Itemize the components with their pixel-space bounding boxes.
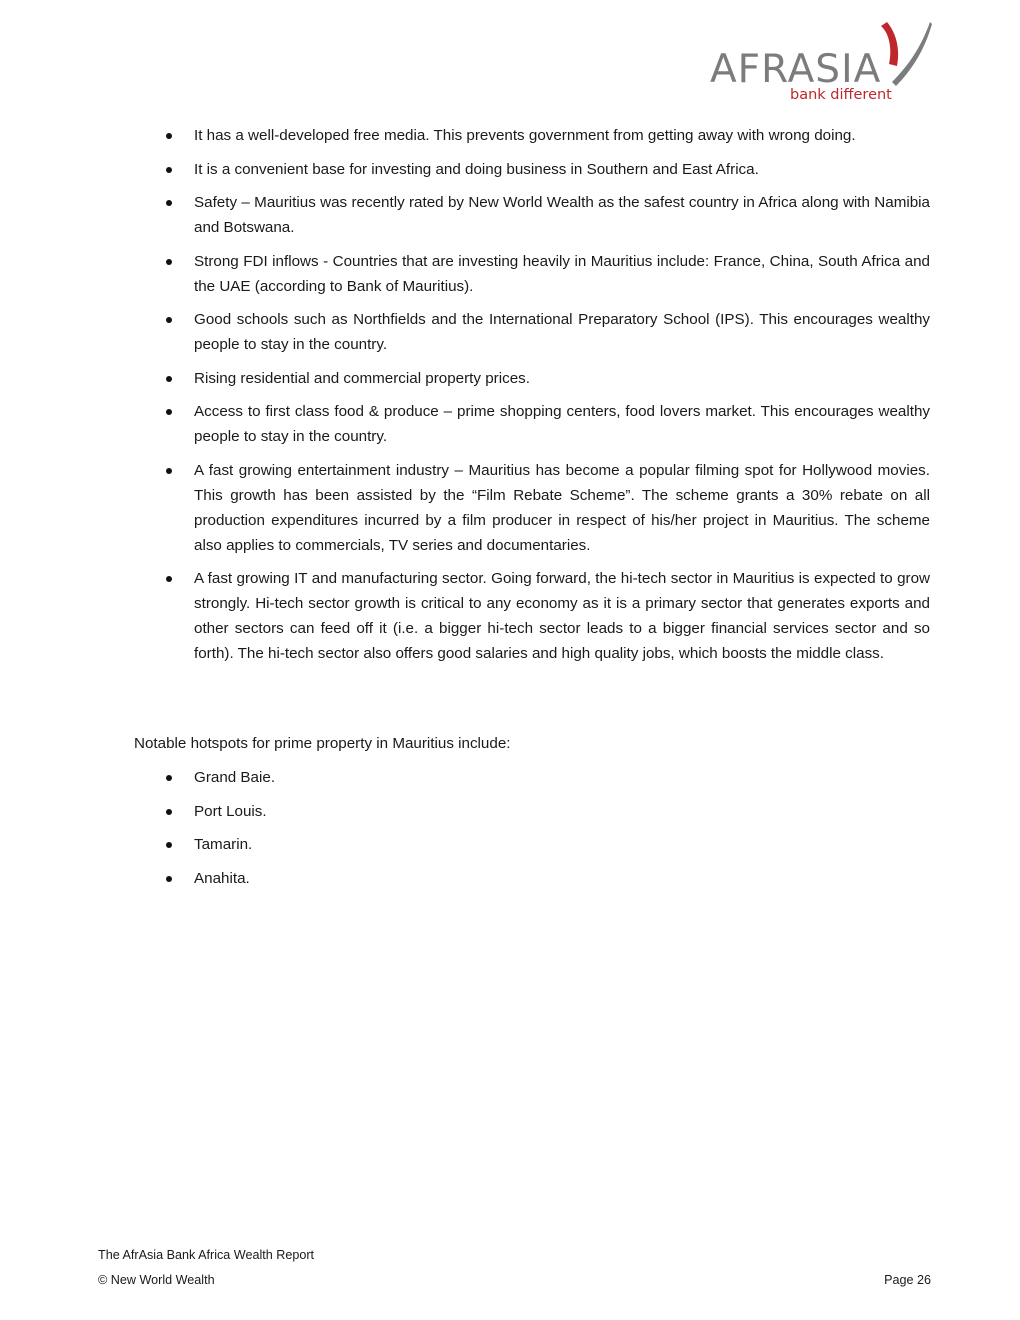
list-item [160, 799, 930, 824]
logo-wordmark: AFRASIA [710, 47, 882, 92]
logo-swoosh-icon [878, 20, 932, 90]
bullet-icon [166, 468, 172, 474]
bullet-icon [166, 200, 172, 206]
list-item-text: Grand Baie. [194, 769, 276, 786]
list-item-text: Safety – Mauritius was recently rated by New World Wealth as the safest country in Africa along with Namibia and Botswana. [194, 194, 930, 236]
list-item [160, 458, 930, 558]
list-item-text: A fast growing IT and manufacturing sector. Going forward, the hi-tech sector in Mauritius is expected to grow strongly. Hi-tech sector growth is critical to any economy as it is a primary sector that generates exports and other sectors can feed off it (i.e. a bigger hi-tech sector leads to a bigger financial services sector and so forth). The hi-tech sector also offers good salaries and high quality jobs, which boosts the middle class. [194, 570, 930, 662]
list-item-text: Strong FDI inflows - Countries that are investing heavily in Mauritius include: France, China, South Africa and the UAE (according to Bank of Mauritius). [194, 252, 930, 295]
bullet-icon [166, 809, 172, 815]
list-item [160, 765, 930, 790]
advantages-list [160, 123, 930, 675]
footer-copyright: © New World Wealth [98, 1273, 215, 1287]
list-item [160, 157, 930, 182]
list-item [160, 366, 930, 391]
list-item-text: Access to first class food & produce – prime shopping centers, food lovers market. This encourages wealthy people to stay in the country. [194, 403, 930, 445]
bullet-icon [166, 842, 172, 848]
list-item [160, 307, 930, 357]
bullet-icon [166, 317, 172, 323]
logo-tagline: bank different [790, 87, 892, 103]
list-item-text: Good schools such as Northfields and the International Preparatory School (IPS). This encourages wealthy people to stay in the country. [194, 311, 930, 353]
list-item-text: Tamarin. [194, 836, 253, 853]
list-item [160, 866, 930, 891]
list-item-text: It has a well-developed free media. This prevents government from getting away with wrong doing. [194, 127, 856, 144]
bullet-icon [166, 167, 172, 173]
list-item [160, 190, 930, 240]
list-item [160, 123, 930, 148]
list-item-text: A fast growing entertainment industry – Mauritius has become a popular filming spot for Hollywood movies. This growth has been assisted by the “Film Rebate Scheme”. The scheme grants a 30% rebate on all production expenditures incurred by a film producer in respect of his/her project in Mauritius. The scheme also applies to commercials, TV series and documentaries. [194, 461, 930, 554]
footer-report-title: The AfrAsia Bank Africa Wealth Report [98, 1248, 315, 1262]
list-item [160, 566, 930, 666]
bullet-icon [166, 409, 172, 415]
hotspots-intro: Notable hotspots for prime property in Mauritius include: [134, 735, 511, 752]
bullet-icon [166, 775, 172, 781]
bullet-icon [166, 876, 172, 882]
list-item [160, 249, 930, 299]
bullet-icon [166, 376, 172, 382]
list-item-text: Rising residential and commercial property prices. [194, 369, 530, 387]
bullet-icon [166, 259, 172, 265]
list-item-text: Anahita. [194, 869, 250, 887]
bullet-icon [166, 576, 172, 582]
list-item-text: Port Louis. [194, 802, 267, 820]
list-item-text: It is a convenient base for investing and doing business in Southern and East Africa. [194, 160, 759, 178]
list-item [160, 832, 930, 857]
page-number: Page 26 [884, 1273, 931, 1287]
list-item [160, 399, 930, 449]
bullet-icon [166, 133, 172, 139]
hotspots-list [160, 765, 930, 899]
afrasia-logo [706, 20, 932, 108]
